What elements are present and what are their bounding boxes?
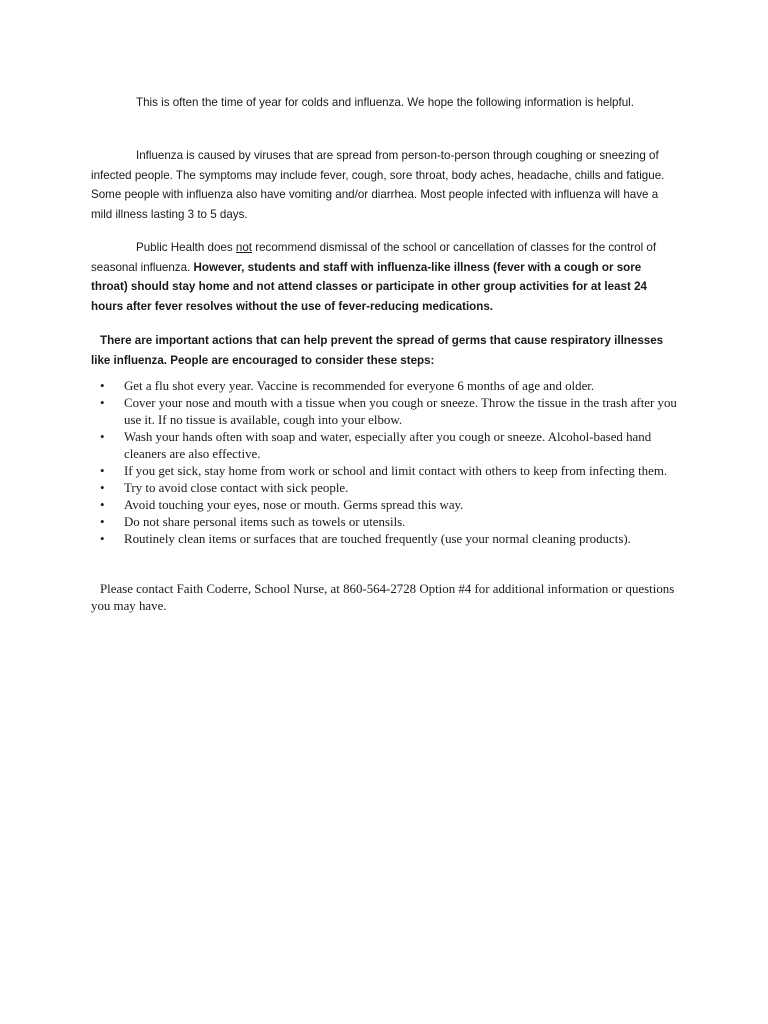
bullet-icon: •: [100, 515, 105, 529]
public-health-middle: recommend dismissal of the school or cancellation of classes for the control of seasonal influenza.: [91, 241, 657, 274]
list-item: [91, 514, 681, 531]
list-item: [91, 463, 681, 480]
list-item: [91, 480, 681, 497]
bullet-icon: •: [100, 481, 105, 495]
list-item-text: Cover your nose and mouth with a tissue when you cough or sneeze. Throw the tissue in the trash after you use it. If no tissue is available, cough into your elbow.: [124, 396, 677, 427]
public-health-bold-text: However, students and staff with influenza-like illness (fever with a cough or sore throat) should stay home and not attend classes or participate in other group activities for at least 24 hours after fever resolves without the use of fever-reducing medications.: [91, 260, 647, 313]
bullet-icon: •: [100, 464, 105, 478]
list-item-text: Get a flu shot every year. Vaccine is recommended for everyone 6 months of age and older.: [124, 379, 595, 393]
intro-paragraph: This is often the time of year for colds and influenza. We hope the following information is helpful.: [136, 96, 634, 109]
bullet-icon: •: [100, 498, 105, 512]
list-item-text: Wash your hands often with soap and water, especially after you cough or sneeze. Alcohol-based hand cleaners are also effective.: [124, 430, 652, 461]
influenza-paragraph: Influenza is caused by viruses that are spread from person-to-person through coughing or sneezing of infected people. The symptoms may include fever, cough, sore throat, body aches, headache, chills and fatigue. Some people with influenza also have vomiting and/or diarrhea. Most people infected with influenza will have a mild illness lasting 3 to 5 days.: [91, 149, 665, 221]
public-health-paragraph: [91, 238, 681, 316]
list-item: [91, 531, 681, 548]
bullet-icon: •: [100, 532, 105, 546]
bullet-icon: •: [100, 379, 105, 393]
actions-paragraph: There are important actions that can help prevent the spread of germs that cause respiratory illnesses like influenza. People are encouraged to consider these steps:: [91, 334, 664, 367]
list-item: [91, 395, 681, 429]
list-item: [91, 429, 681, 463]
list-item: [91, 378, 681, 395]
list-item-text: Avoid touching your eyes, nose or mouth. Germs spread this way.: [124, 498, 464, 512]
list-item-text: Routinely clean items or surfaces that are touched frequently (use your normal cleaning products).: [124, 532, 631, 546]
public-health-lead: Public Health does: [136, 241, 236, 254]
public-health-underlined-word: not: [235, 241, 253, 254]
list-item-text: Try to avoid close contact with sick people.: [124, 481, 349, 495]
bullet-icon: •: [100, 396, 105, 410]
prevention-steps-list: [91, 378, 681, 548]
list-item: [91, 497, 681, 514]
list-item-text: Do not share personal items such as towels or utensils.: [124, 515, 406, 529]
list-item-text: If you get sick, stay home from work or school and limit contact with others to keep from infecting them.: [124, 464, 668, 478]
contact-paragraph: Please contact Faith Coderre, School Nurse, at 860-564-2728 Option #4 for additional information or questions you may have.: [91, 582, 675, 613]
bullet-icon: •: [100, 430, 105, 444]
